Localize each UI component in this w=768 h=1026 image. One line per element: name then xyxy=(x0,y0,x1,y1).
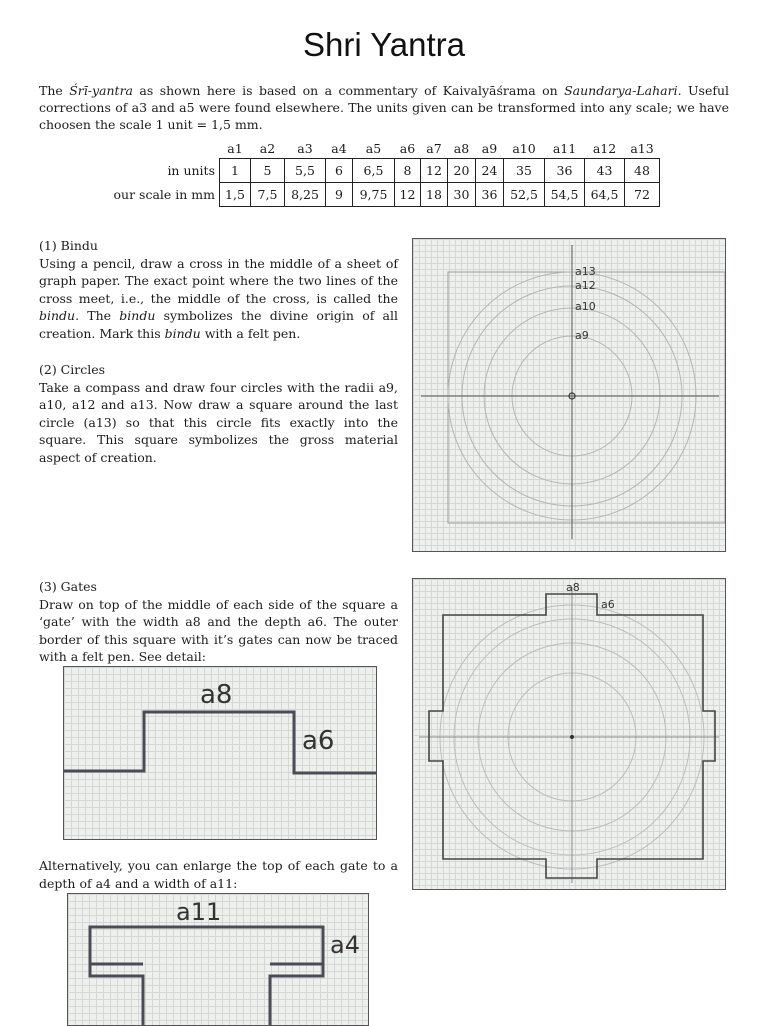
header-a5: a5 xyxy=(365,140,382,156)
detail-label-a11: a11 xyxy=(176,898,222,926)
circles-section xyxy=(39,361,398,467)
intro-text-2: as shown here is based on a commentary of Kaivalyāśrama on xyxy=(133,83,565,98)
mm-cell: 8,25 xyxy=(285,183,326,207)
circles-drawing xyxy=(413,239,725,551)
enlarged-gate-detail-drawing xyxy=(68,894,368,1025)
circles-photo xyxy=(412,238,726,552)
intro-sri-yantra: Śrī-yantra xyxy=(69,83,133,98)
label-a9: a9 xyxy=(575,329,589,342)
gates-heading: (3) Gates xyxy=(39,579,97,594)
circles-text: Take a compass and draw four circles with the radii a9, a10, a12 and a13. Now draw a square around the last circle (a13) so that this circle fits exactly into the square. This square symbolizes the gross material aspect of creation. xyxy=(39,379,398,465)
units-cell: 12 xyxy=(421,159,448,183)
gates-drawing xyxy=(413,579,725,889)
units-table-corner xyxy=(39,138,220,159)
detail-label-a4: a4 xyxy=(330,931,360,959)
units-cell: 24 xyxy=(476,159,504,183)
mm-cell: 1,5 xyxy=(220,183,251,207)
mm-row-label: our scale in mm xyxy=(113,187,215,202)
units-table xyxy=(39,138,660,207)
units-row xyxy=(39,159,660,183)
bindu-section xyxy=(39,237,398,343)
alternative-text: Alternatively, you can enlarge the top of each gate to a depth of a4 and a width of a11: xyxy=(39,858,398,891)
intro-paragraph xyxy=(39,82,729,133)
bindu-text-2: . The xyxy=(75,308,120,324)
gates-text: Draw on top of the middle of each side of the square a ‘gate’ with the width a8 and the depth a6. The outer border of this square with it’s gates can now be traced with a felt pen. See detail: xyxy=(39,596,398,665)
mm-cell: 12 xyxy=(395,183,421,207)
units-cell: 8 xyxy=(395,159,421,183)
units-cell: 5 xyxy=(251,159,285,183)
bindu-term: bindu xyxy=(39,308,76,324)
header-a1: a1 xyxy=(227,140,243,156)
enlarged-gate-detail-photo xyxy=(67,893,369,1026)
alternative-section xyxy=(39,857,398,892)
intro-saundarya-lahari: Saundarya-Lahari xyxy=(564,83,678,98)
bindu-text-4: with a felt pen. xyxy=(200,325,301,341)
mm-cell: 9 xyxy=(326,183,353,207)
bindu-text-1: Using a pencil, draw a cross in the middle of a sheet of graph paper. The exact point where the two lines of the cross meet, i.e., the middle of the cross, is called the xyxy=(39,255,398,306)
header-a9: a9 xyxy=(481,140,498,156)
header-a13: a13 xyxy=(630,140,654,156)
bindu-term: bindu xyxy=(164,325,201,341)
units-cell: 48 xyxy=(625,159,660,183)
gate-detail-photo xyxy=(63,666,377,840)
gate-detail-drawing xyxy=(64,667,376,839)
gates-photo xyxy=(412,578,726,890)
header-a6: a6 xyxy=(399,140,416,156)
units-cell: 5,5 xyxy=(285,159,326,183)
circles-heading: (2) Circles xyxy=(39,362,106,377)
intro-text-1: The xyxy=(39,83,70,98)
units-row-label: in units xyxy=(167,163,215,178)
bindu-heading: (1) Bindu xyxy=(39,238,98,253)
header-a3: a3 xyxy=(297,140,313,156)
units-cell: 6,5 xyxy=(353,159,395,183)
mm-cell: 52,5 xyxy=(504,183,545,207)
header-a8: a8 xyxy=(453,140,470,156)
label-a8: a8 xyxy=(566,581,580,594)
header-a7: a7 xyxy=(426,140,442,156)
header-a4: a4 xyxy=(331,140,347,156)
mm-cell: 18 xyxy=(421,183,448,207)
units-cell: 6 xyxy=(326,159,353,183)
header-a10: a10 xyxy=(512,140,536,156)
units-table-header-row xyxy=(39,138,660,159)
detail-label-a8: a8 xyxy=(200,680,233,710)
mm-row xyxy=(39,183,660,207)
header-a2: a2 xyxy=(259,140,276,156)
intro-text-3: . Useful corrections of a3 and a5 were found elsewhere. The units given can be transformed into any scale; we have choosen the scale 1 unit = 1,5 mm. xyxy=(39,83,730,132)
mm-cell: 9,75 xyxy=(353,183,395,207)
mm-cell: 72 xyxy=(625,183,660,207)
units-cell: 36 xyxy=(545,159,585,183)
bindu-term: bindu xyxy=(119,308,156,324)
mm-cell: 7,5 xyxy=(251,183,285,207)
bindu-text-3: symbolizes the divine origin of all creation. Mark this xyxy=(39,308,398,341)
label-a13: a13 xyxy=(575,265,596,278)
label-a10: a10 xyxy=(575,300,596,313)
units-cell: 35 xyxy=(504,159,545,183)
mm-cell: 30 xyxy=(448,183,476,207)
mm-cell: 64,5 xyxy=(585,183,625,207)
units-cell: 20 xyxy=(448,159,476,183)
units-cell: 1 xyxy=(220,159,251,183)
gates-section xyxy=(39,578,398,666)
page-title: Shri Yantra xyxy=(302,26,466,63)
bindu-point xyxy=(570,735,574,739)
units-cell: 43 xyxy=(585,159,625,183)
header-a11: a11 xyxy=(552,140,577,156)
detail-label-a6: a6 xyxy=(302,726,335,756)
header-a12: a12 xyxy=(592,140,617,156)
mm-cell: 54,5 xyxy=(545,183,585,207)
label-a12: a12 xyxy=(575,279,596,292)
label-a6: a6 xyxy=(601,598,615,611)
mm-cell: 36 xyxy=(476,183,504,207)
